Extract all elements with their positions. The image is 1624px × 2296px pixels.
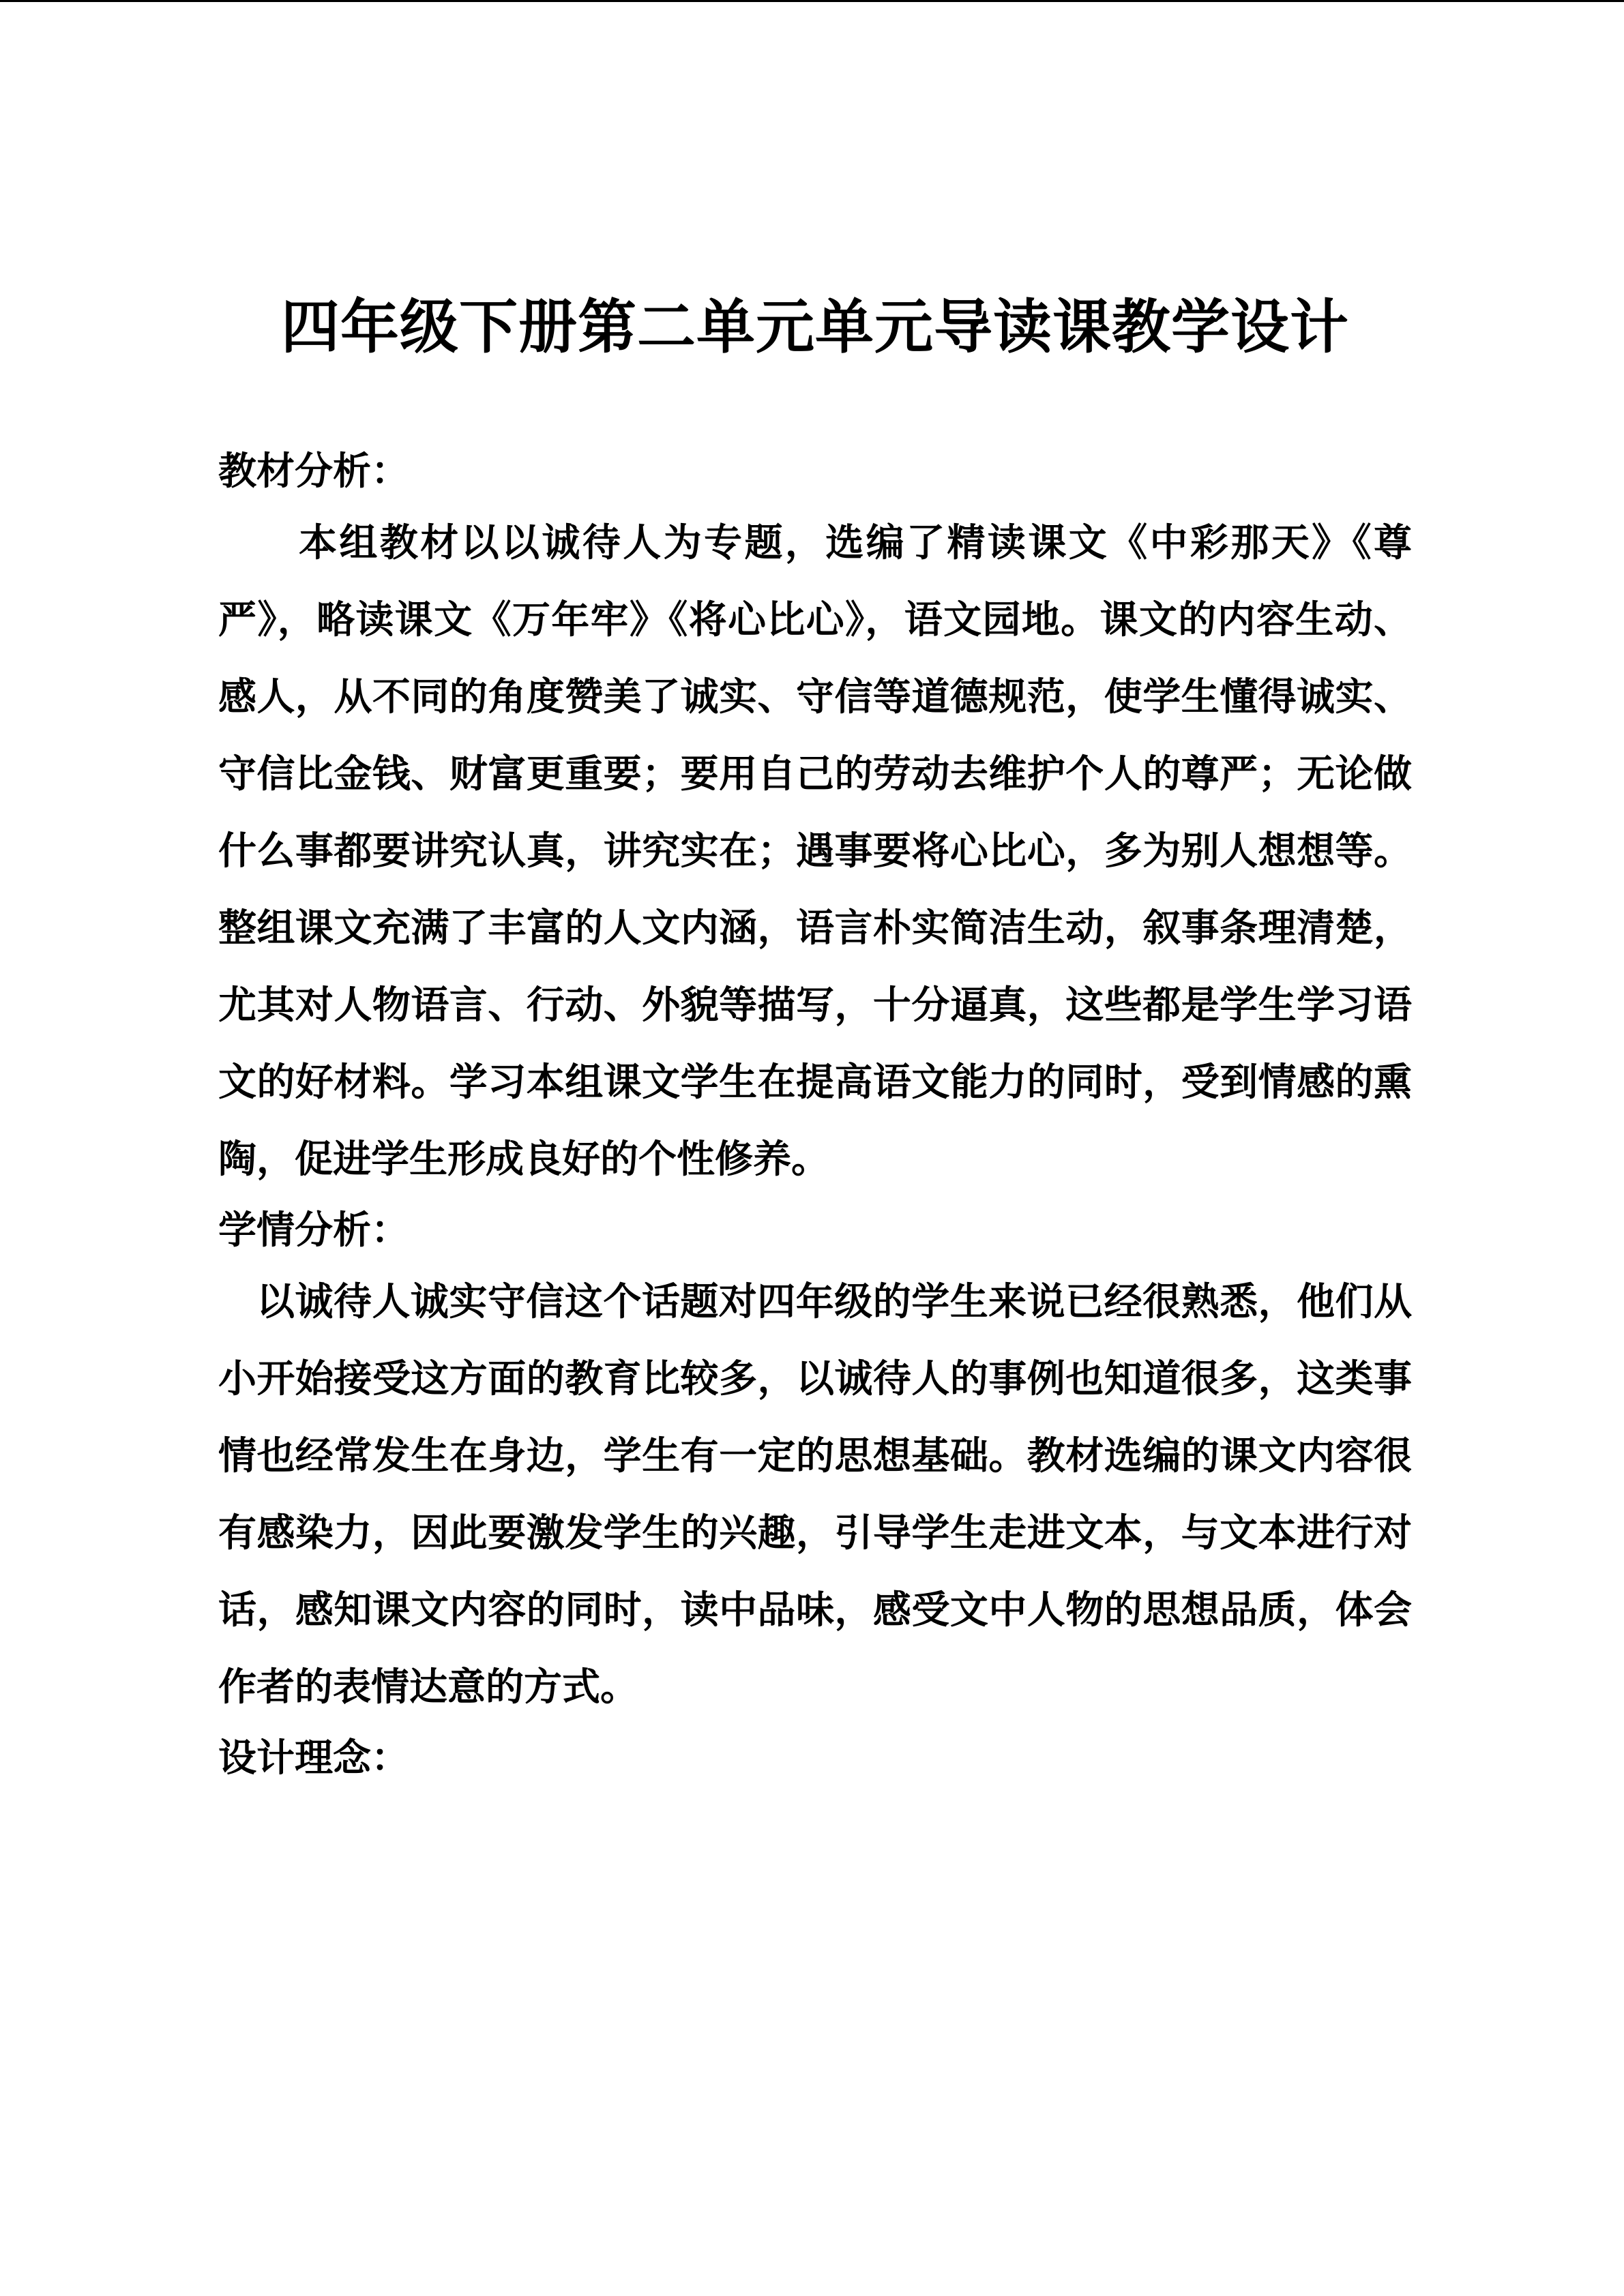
page-top-border <box>0 0 1624 2</box>
section-paragraph: 本组教材以以诚待人为专题，选编了精读课文《中彩那天》《尊严》，略读课文《万年牢》《将心比心》，语文园地。课文的内容生动、感人，从不同的角度赞美了诚实、守信等道德规范，使学生懂得诚实、守信比金钱、财富更重要；要用自己的劳动去维护个人的尊严；无论做什么事都要讲究认真，讲究实在；遇事要将心比心，多为别人想想等。整组课文充满了丰富的人文内涵，语言朴实简洁生动，叙事条理清楚，尤其对人物语言、行动、外貌等描写，十分逼真，这些都是学生学习语文的好材料。学习本组课文学生在提高语文能力的同时，受到情感的熏陶，促进学生形成良好的个性修养。 <box>218 521 1412 1182</box>
document-page <box>218 286 1412 1791</box>
section-paragraph: 以诚待人诚实守信这个话题对四年级的学生来说已经很熟悉，他们从小开始接受这方面的教育比较多，以诚待人的事例也知道很多，这类事情也经常发生在身边，学生有一定的思想基础。教材选编的课文内容很有感染力，因此要激发学生的兴趣，引导学生走进文本，与文本进行对话，感知课文内容的同时，读中品味，感受文中人物的思想品质，体会作者的表情达意的方式。 <box>218 1280 1412 1710</box>
section-heading: 设计理念： <box>218 1736 409 1780</box>
section-teaching-material-analysis <box>218 439 1412 1198</box>
document-title: 四年级下册第二单元单元导读课教学设计 <box>281 293 1349 361</box>
section-student-analysis <box>218 1198 1412 1726</box>
section-heading: 教材分析： <box>218 449 409 494</box>
section-design-philosophy <box>218 1726 1412 1791</box>
section-heading: 学情分析： <box>218 1208 409 1253</box>
